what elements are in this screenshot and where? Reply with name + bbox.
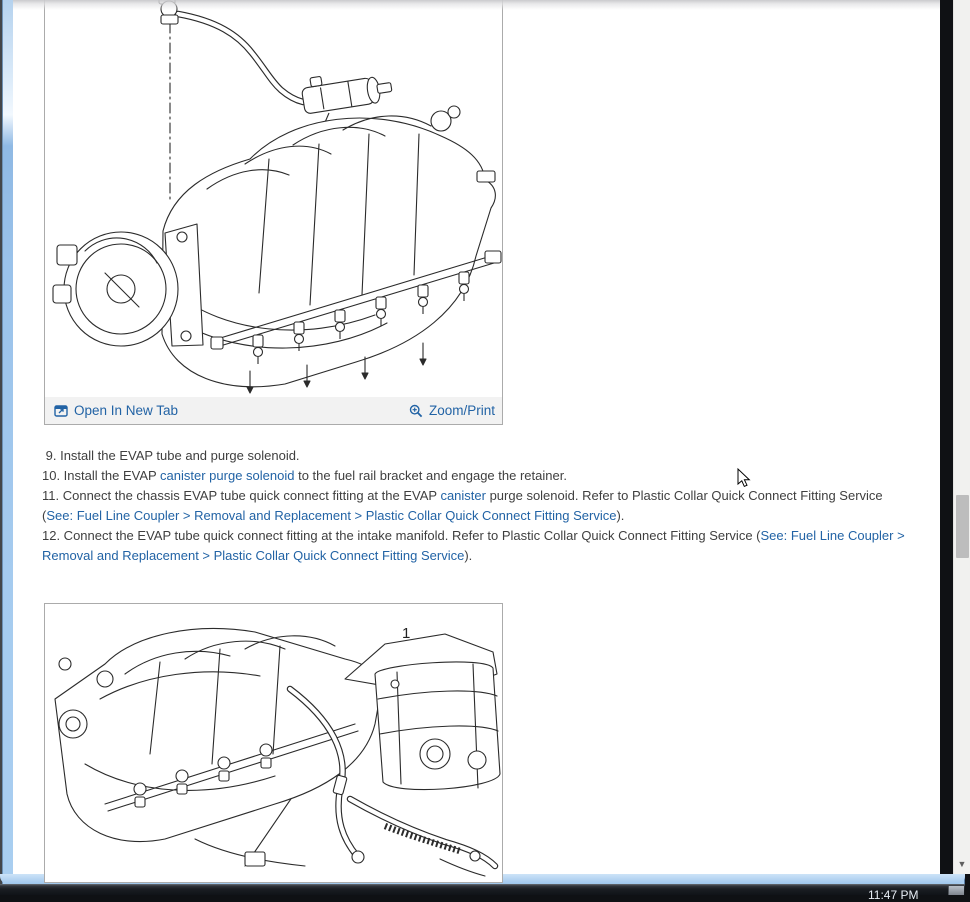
link-canister[interactable]: canister: [440, 488, 486, 503]
step-9-text: 9. Install the EVAP tube and purge solenoid.: [42, 448, 300, 463]
link-fuel-line-coupler-service-2[interactable]: See: Fuel Line Coupler > Removal and Replacement > Plastic Collar Quick Connect Fitting Service: [42, 528, 909, 563]
scrollbar-down-button[interactable]: [954, 856, 970, 872]
page-scrollbar[interactable]: [953, 0, 970, 874]
open-in-new-tab-link[interactable]: [54, 403, 178, 418]
link-canister-purge-solenoid[interactable]: canister purge solenoid: [160, 468, 295, 483]
engine-diagram-purge-solenoid: [45, 604, 502, 882]
figure-box-1: [44, 0, 503, 425]
taskbar-clock: 11:47 PM: [868, 888, 919, 902]
figure2-callout: 1: [402, 625, 411, 642]
step-9: [42, 446, 916, 466]
show-desktop-button[interactable]: [948, 886, 964, 895]
scrollbar-thumb[interactable]: [956, 495, 969, 558]
page-content: [13, 0, 967, 874]
windows-taskbar[interactable]: [0, 884, 965, 902]
instruction-steps: [42, 446, 916, 566]
step-11: 11. Connect the chassis EVAP tube quick connect fitting at the EVAP canister purge solenoid. Refer to Plastic Collar Quick Connect Fitting Service (See: Fuel Line Coupler > Removal and Replacement > Plastic Collar Quick Connect Fitting Service).: [42, 488, 887, 523]
step-10: 10. Install the EVAP canister purge solenoid to the fuel rail bracket and engage the retainer.: [42, 468, 567, 483]
window-frame-left: [0, 0, 13, 884]
figure-box-2: [44, 603, 503, 883]
step-12: 12. Connect the EVAP tube quick connect fitting at the intake manifold. Refer to Plastic Collar Quick Connect Fitting Service (See: Fuel Line Coupler > Removal and Replacement > Plastic Collar Quick Connect Fitting Service).: [42, 528, 909, 563]
zoom-icon: [409, 404, 423, 418]
open-in-new-tab-icon: [54, 404, 68, 417]
open-in-new-tab-label: Open In New Tab: [74, 403, 179, 418]
zoom-print-link[interactable]: [409, 403, 495, 418]
zoom-print-label: Zoom/Print: [428, 403, 495, 418]
figure-toolbar: [45, 397, 502, 424]
engine-diagram-intake-manifold: [45, 0, 502, 397]
scrollbar-down-arrow-icon: ▼: [957, 858, 967, 869]
link-fuel-line-coupler-service-1[interactable]: See: Fuel Line Coupler > Removal and Replacement > Plastic Collar Quick Connect Fitting Service: [46, 508, 617, 523]
